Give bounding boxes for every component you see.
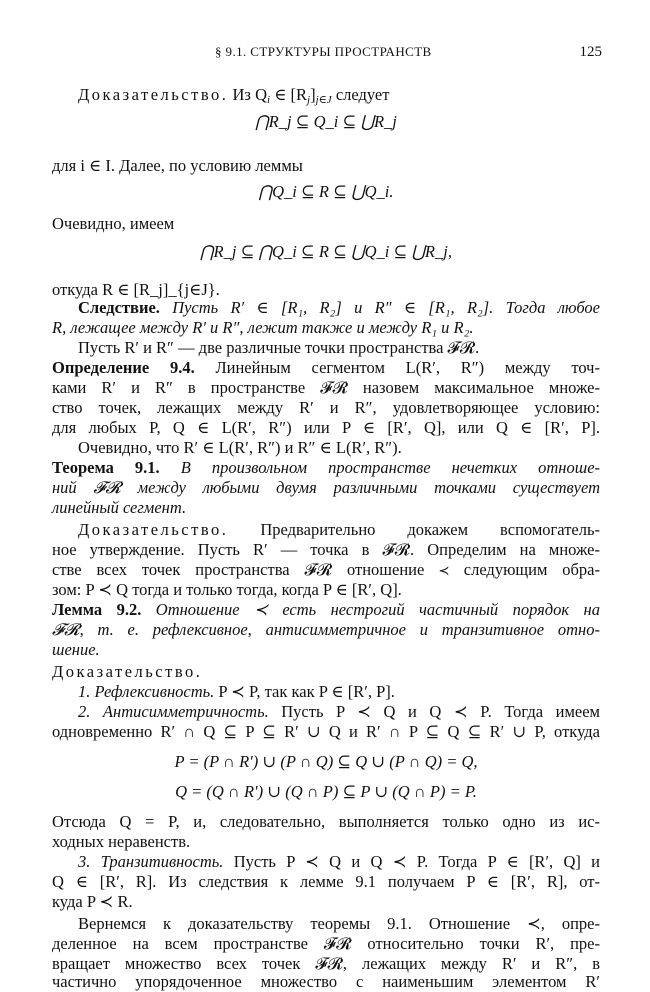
lemma-line-3: шение. bbox=[52, 640, 100, 659]
item-3-line-2: Q ∈ [R′, R]. Из следствия к лемме 9.1 получаем P ∈ [R′, R], от- bbox=[52, 872, 600, 891]
subscript: i bbox=[267, 94, 271, 106]
item-2-text: Пусть P ≺ Q и Q ≺ P. Тогда имеем bbox=[268, 702, 600, 721]
formula-1 bbox=[52, 112, 600, 146]
formula-3 bbox=[52, 242, 600, 262]
text-run: следует bbox=[331, 85, 390, 104]
corollary-line-1 bbox=[78, 298, 600, 318]
definition-text: Линейным сегментом L(R′, R″) между точ- bbox=[194, 358, 600, 377]
item-3-label: 3. Транзитивность. bbox=[78, 852, 224, 871]
proof-word: Доказательство. bbox=[52, 662, 203, 681]
proof-line-1 bbox=[78, 85, 626, 110]
formula-5 bbox=[52, 782, 600, 802]
formula-text: ⋂R_j ⊆ ⋂Q_i ⊆ R ⊆ ⋃Q_i ⊆ ⋃R_j, bbox=[200, 242, 452, 261]
item-1-line bbox=[78, 682, 600, 702]
definition-line-1 bbox=[52, 358, 600, 378]
line-7: Отсюда Q = P, и, следовательно, выполняется только одно из ис- bbox=[52, 812, 600, 831]
text-run: ∈ [R bbox=[270, 85, 308, 104]
text-run: ] bbox=[310, 85, 316, 104]
paragraph-final-3: вращает множество всех точек 𝓕𝓡, лежащих между R′ и R″, в bbox=[52, 954, 600, 973]
definition-line-4: для любых P, Q ∈ L(R′, R″) или P ∈ [R′, Q], или Q ∈ [R′, P]. bbox=[52, 418, 600, 437]
paragraph-final-2: деленное на всем пространстве 𝓕𝓡 относительно точки R′, пре- bbox=[52, 934, 600, 953]
proof-word: Доказательство. bbox=[78, 520, 229, 539]
corollary-line-2: R, лежащее между R′ и R″, лежит также и между R₁ и R₂. bbox=[52, 318, 474, 337]
line-6: Очевидно, что R′ ∈ L(R′, R″) и R″ ∈ L(R′, R″). bbox=[78, 438, 402, 457]
proof2-line-1 bbox=[78, 520, 600, 540]
theorem-line-2: ний 𝓕𝓡 между любыми двумя различными точками существует bbox=[52, 478, 600, 497]
line-3: Очевидно, имеем bbox=[52, 214, 175, 233]
proof2-line-3: стве всех точек пространства 𝓕𝓡 отношение ≺ следующим обра- bbox=[52, 560, 600, 579]
theorem-line-1 bbox=[52, 458, 600, 478]
definition-line-3: ство точек, лежащих между R′ и R″, удовлетворяющее условию: bbox=[52, 398, 600, 417]
definition-line-2: ками R′ и R″ в пространстве 𝓕𝓡 назовем максимальное множе- bbox=[52, 378, 600, 397]
proof2-line-2: ное утверждение. Пусть R′ — точка в 𝓕𝓡. Определим на множе- bbox=[52, 540, 600, 559]
line-4: откуда R ∈ [R_j]_{j∈J}. bbox=[52, 280, 220, 299]
item-2-label: 2. Антисимметричность. bbox=[78, 702, 269, 721]
formula-2 bbox=[52, 182, 600, 202]
formula-text: ⋂Q_i ⊆ R ⊆ ⋃Q_i. bbox=[258, 182, 394, 201]
formula-text: ⋂R_j ⊆ Q_i ⊆ ⋃R_j bbox=[255, 112, 397, 131]
formula-text: Q = (Q ∩ R′) ∪ (Q ∩ P) ⊆ P ∪ (Q ∩ P) = P. bbox=[175, 782, 477, 801]
line-7b: ходных неравенств. bbox=[52, 832, 191, 851]
chapter-title: § 9.1. СТРУКТУРЫ ПРОСТРАНСТВ bbox=[215, 44, 432, 59]
definition-label: Определение 9.4. bbox=[52, 358, 195, 377]
running-header bbox=[0, 44, 650, 64]
subscript: j∈J bbox=[315, 94, 332, 106]
line-5: Пусть R′ и R″ — две различные точки пространства 𝓕𝓡. bbox=[78, 338, 480, 357]
line-2: для i ∈ I. Далее, по условию леммы bbox=[52, 156, 303, 175]
paragraph-final-4: частично упорядоченное множество с наименьшим элементом R′ bbox=[52, 972, 600, 991]
page-number: 125 bbox=[579, 44, 602, 60]
item-3-line-1 bbox=[78, 852, 600, 872]
lemma-label: Лемма 9.2. bbox=[52, 600, 142, 619]
proof3-word-line bbox=[52, 662, 600, 682]
theorem-label: Теорема 9.1. bbox=[52, 458, 160, 477]
item-1-label: 1. Рефлексивность. bbox=[78, 682, 215, 701]
lemma-text: Отношение ≺ есть нестрогий частичный порядок на bbox=[141, 600, 600, 619]
item-3-line-3: куда P ≺ R. bbox=[52, 892, 133, 911]
formula-4 bbox=[52, 752, 600, 772]
paragraph-final-1: Вернемся к доказательству теоремы 9.1. Отношение ≺, опре- bbox=[78, 914, 600, 933]
text-run: Предварительно докажем вспомогатель- bbox=[228, 520, 600, 539]
proof-word: Доказательство. bbox=[78, 85, 229, 104]
text-run: Из Q bbox=[228, 85, 267, 104]
theorem-line-3: линейный сегмент. bbox=[52, 498, 187, 517]
corollary-text: Пусть R′ ∈ [R₁, R₂] и R″ ∈ [R₁, R₂]. Тогда любое bbox=[159, 298, 600, 317]
item-1-text: P ≺ P, так как P ∈ [R′, P]. bbox=[214, 682, 395, 701]
item-3-text: Пусть P ≺ Q и Q ≺ P. Тогда P ∈ [R′, Q] и bbox=[223, 852, 600, 871]
corollary-label: Следствие. bbox=[78, 298, 160, 317]
subscript: j bbox=[307, 94, 311, 106]
lemma-line-2: 𝓕𝓡, т. е. рефлексивное, антисимметричное и транзитивное отно- bbox=[52, 620, 600, 639]
formula-text: P = (P ∩ R′) ∪ (P ∩ Q) ⊆ Q ∪ (P ∩ Q) = Q, bbox=[174, 752, 478, 771]
item-2-line-1 bbox=[78, 702, 600, 722]
proof2-line-4: зом: P ≺ Q тогда и только тогда, когда P ∈ [R′, Q]. bbox=[52, 580, 402, 599]
lemma-line-1 bbox=[52, 600, 600, 620]
theorem-text: В произвольном пространстве нечетких отноше- bbox=[159, 458, 601, 477]
item-2-line-2: одновременно R′ ∩ Q ⊆ P ⊆ R′ ∪ Q и R′ ∩ P ⊆ Q ⊆ R′ ∪ P, откуда bbox=[52, 722, 600, 741]
